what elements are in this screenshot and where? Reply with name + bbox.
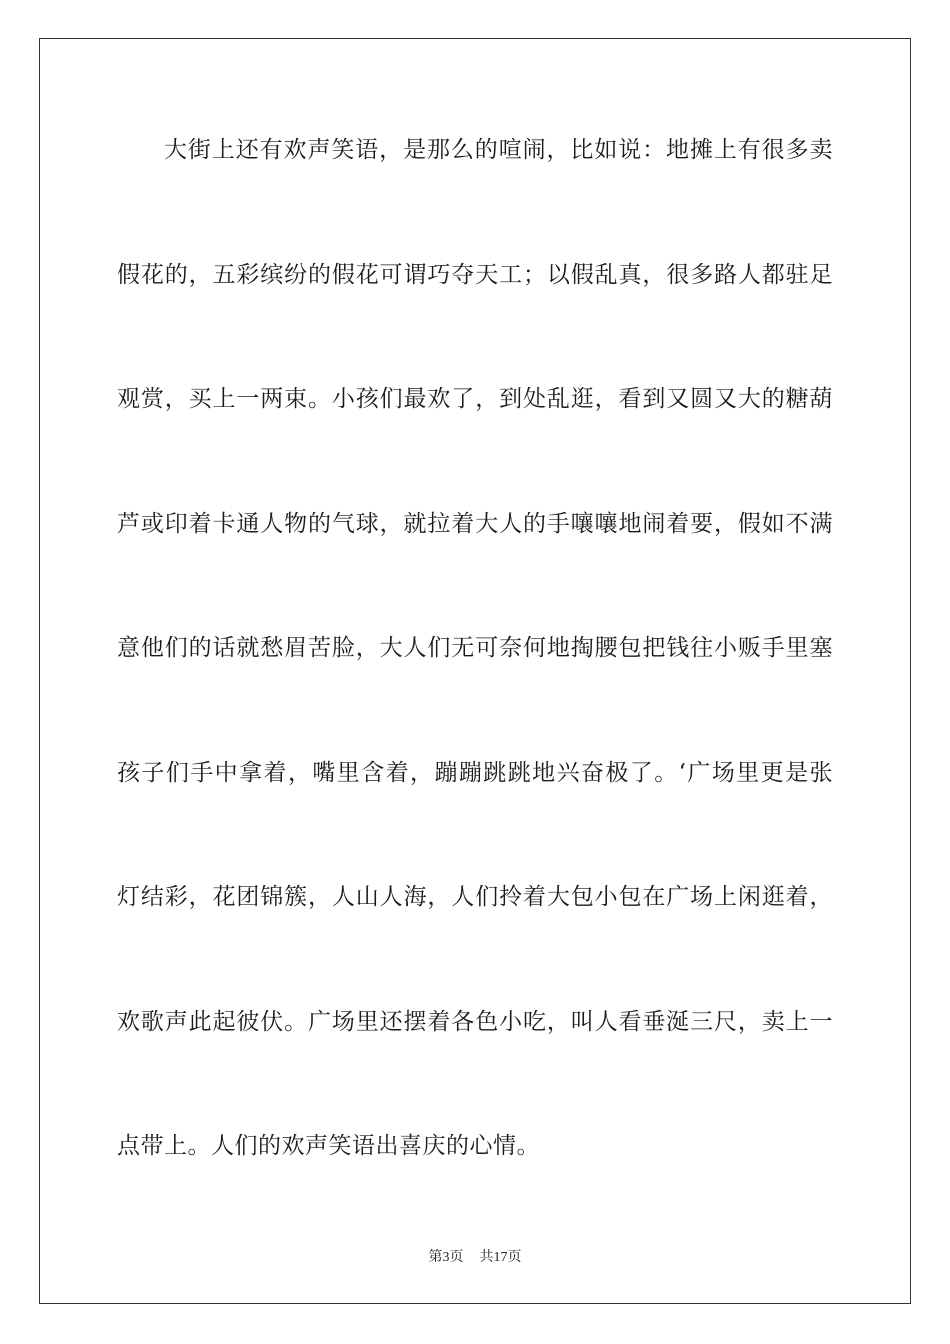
paragraph-line: 点带上。人们的欢声笑语出喜庆的心情。 (117, 1133, 540, 1159)
paragraph-line: 欢歌声此起彼伏。广场里还摆着各色小吃，叫人看垂涎三尺，卖上一 (117, 1008, 833, 1035)
paragraph-line: 芦或印着卡通人物的气球，就拉着大人的手嚷嚷地闹着要，假如不满 (117, 510, 833, 537)
page-total: 共17页 (479, 1250, 522, 1265)
paragraph-line: 大街上还有欢声笑语，是那么的喧闹，比如说：地摊上有很多卖 (164, 137, 833, 163)
page-number: 第3页 (428, 1250, 464, 1265)
paragraph-line: 灯结彩，花团锦簇，人山人海，人们拎着大包小包在广场上闲逛着， (117, 884, 833, 910)
paragraph-line: 孩子们手中拿着，嘴里含着，蹦蹦跳跳地兴奋极了。‘广场里更是张 (117, 759, 833, 786)
paragraph-line: 观赏，买上一两束。小孩们最欢了，到处乱逛，看到又圆又大的糖葫 (117, 386, 833, 412)
paragraph-line: 意他们的话就愁眉苦脸，大人们无可奈何地掏腰包把钱往小贩手里塞 (117, 635, 833, 661)
page-footer (0, 1246, 950, 1266)
paragraph-line: 假花的，五彩缤纷的假花可谓巧夺天工；以假乱真，很多路人都驻足 (117, 261, 833, 288)
document-body (117, 125, 833, 1246)
